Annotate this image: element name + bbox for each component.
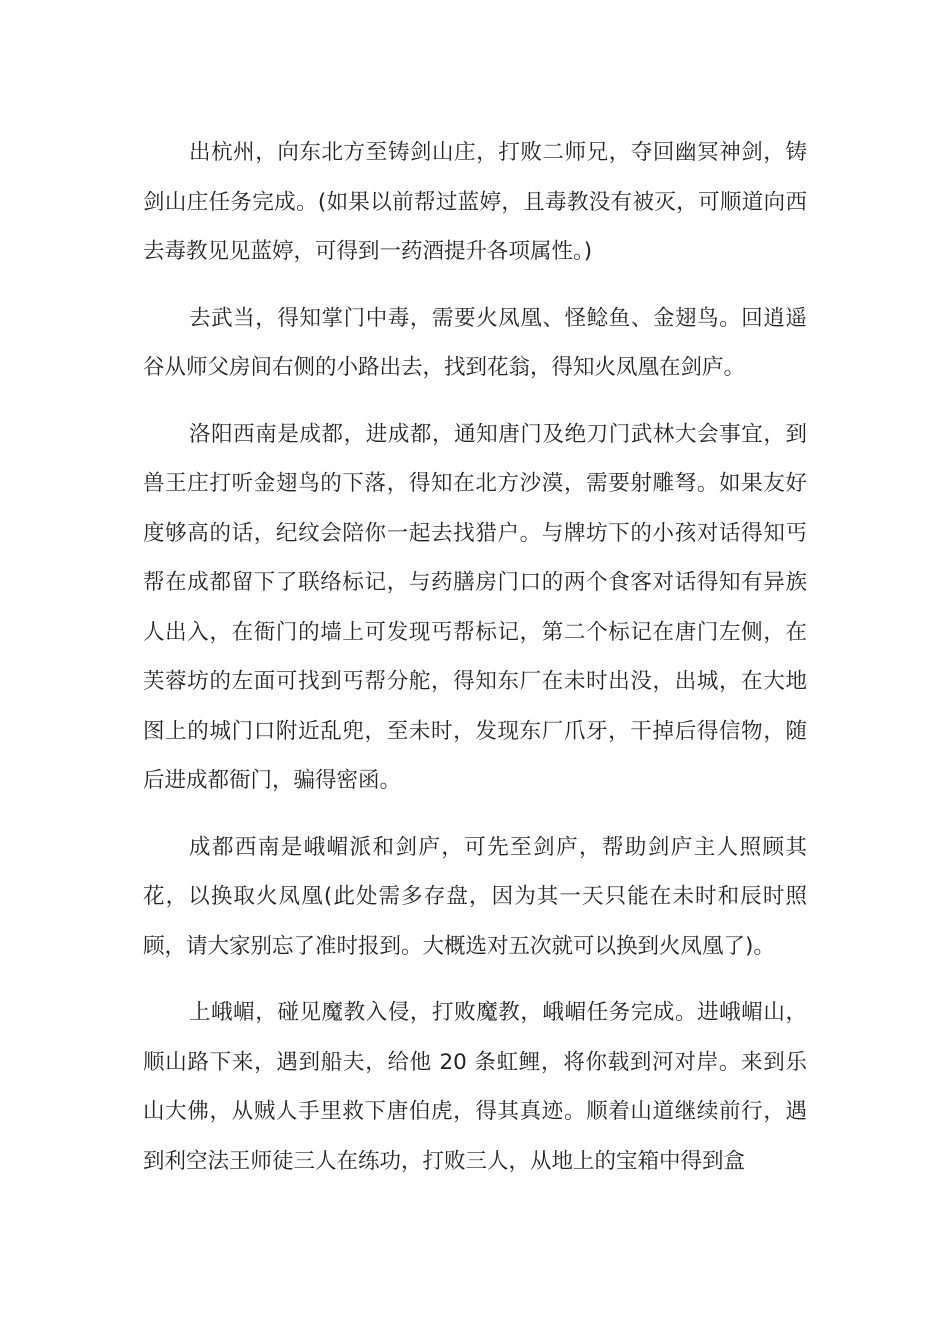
paragraph-3: 洛阳西南是成都，进成都，通知唐门及绝刀门武林大会事宜，到兽王庄打听金翅鸟的下落，得知在北方沙漠，需要射雕弩。如果友好度够高的话，纪纹会陪你一起去找猎户。与牌坊下的小孩对话得知丐帮在成都留下了联络标记，与药膳房门口的两个食客对话得知有异族人出入，在衙门的墙上可发现丐帮标记，第二个标记在唐门左侧，在芙蓉坊的左面可找到丐帮分舵，得知东厂在未时出没，出城，在大地图上的城门口附近乱兜，至未时，发现东厂爪牙，干掉后得信物，随后进成都衙门，骗得密函。 [143,421,807,793]
paragraph-5: 上峨嵋，碰见魔教入侵，打败魔教，峨嵋任务完成。进峨嵋山，顺山路下来，遇到船夫，给他 20 条虹鲤，将你载到河对岸。来到乐山大佛，从贼人手里救下唐伯虎，得其真迹。顺着山道继续前行，遇到利空法王师徒三人在练功，打败三人，从地上的宝箱中得到盒 [143,1000,807,1174]
document-body [143,128,807,1203]
paragraph-4: 成都西南是峨嵋派和剑庐，可先至剑庐，帮助剑庐主人照顾其花，以换取火凤凰(此处需多存盘，因为其一天只能在未时和辰时照顾，请大家别忘了准时报到。大概选对五次就可以换到火凤凰了)。 [143,834,807,959]
paragraph-2: 去武当，得知掌门中毒，需要火凤凰、怪鲶鱼、金翅鸟。回逍遥谷从师父房间右侧的小路出去，找到花翁，得知火凤凰在剑庐。 [143,305,807,380]
paragraph-1: 出杭州，向东北方至铸剑山庄，打败二师兄，夺回幽冥神剑，铸剑山庄任务完成。(如果以前帮过蓝婷，且毒教没有被灭，可顺道向西去毒教见见蓝婷，可得到一药酒提升各项属性。) [143,140,807,264]
